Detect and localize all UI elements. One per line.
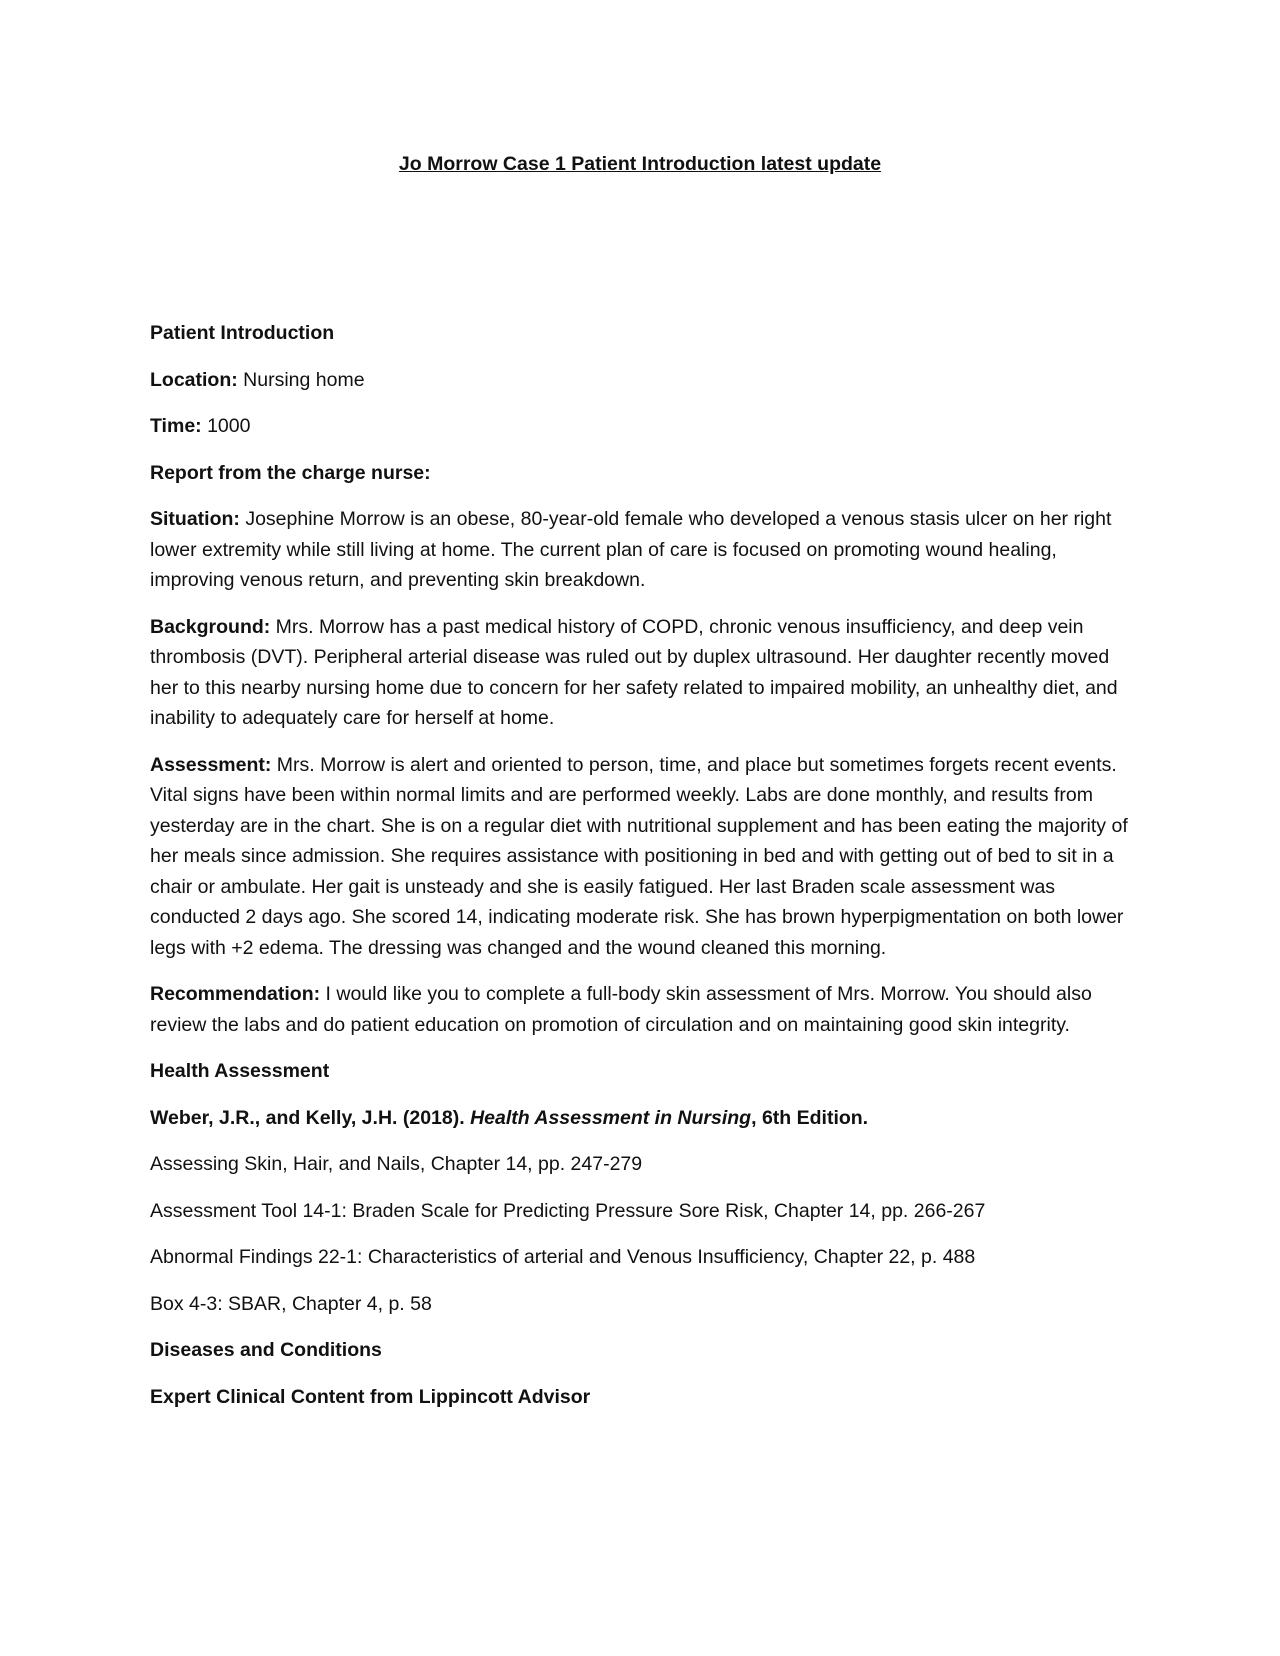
location-value: Nursing home	[237, 368, 365, 391]
reference-item: Box 4-3: SBAR, Chapter 4, p. 58	[150, 1292, 432, 1315]
location-label: Location:	[150, 368, 238, 391]
recommendation-label: Recommendation:	[150, 983, 321, 1005]
location-line	[150, 365, 1130, 396]
time-value: 1000	[201, 415, 251, 437]
reference-item: Assessing Skin, Hair, and Nails, Chapter 14, pp. 247-279	[150, 1153, 643, 1175]
background-label: Background:	[150, 615, 271, 638]
reference-book-title: Health Assessment in Nursing	[470, 1106, 752, 1129]
situation-text: Josephine Morrow is an obese, 80-year-old female who developed a venous stasis ulcer on her right lower extremity while still living at home. The current plan of care is focused on promoting wound healing, improving venous return, and preventing skin breakdown.	[150, 508, 1112, 591]
recommendation-text: I would like you to complete a full-body skin assessment of Mrs. Morrow. You should also review the labs and do patient education on promotion of circulation and on maintaining good skin integrity.	[150, 983, 1092, 1036]
recommendation-paragraph	[150, 979, 1130, 1040]
situation-paragraph	[150, 504, 1130, 596]
time-line	[150, 411, 1130, 442]
report-heading: Report from the charge nurse:	[150, 461, 431, 484]
reference-citation	[150, 1103, 1130, 1134]
document-page	[150, 0, 1130, 1656]
reference-item: Abnormal Findings 22-1: Characteristics of arterial and Venous Insufficiency, Chapter 22, p. 488	[150, 1246, 976, 1268]
time-label: Time:	[150, 415, 202, 437]
document-title: Jo Morrow Case 1 Patient Introduction latest update	[398, 153, 882, 175]
reference-authors: Weber, J.R., and Kelly, J.H. (2018).	[150, 1106, 471, 1129]
assessment-paragraph	[150, 750, 1130, 964]
reference-edition: , 6th Edition.	[751, 1106, 869, 1129]
health-assessment-heading: Health Assessment	[150, 1060, 330, 1082]
background-text: Mrs. Morrow has a past medical history of COPD, chronic venous insufficiency, and deep vein thrombosis (DVT). Peripheral arterial disease was ruled out by duplex ultrasound. Her daughter recently moved her to this nearby nursing home due to concern for her safety related to impaired mobility, an unhealthy diet, and inability to adequately care for herself at home.	[150, 615, 1118, 729]
diseases-heading: Diseases and Conditions	[150, 1339, 382, 1361]
reference-item: Assessment Tool 14-1: Braden Scale for Predicting Pressure Sore Risk, Chapter 14, pp. 266-267	[150, 1199, 986, 1222]
background-paragraph	[150, 612, 1130, 734]
assessment-label: Assessment:	[150, 753, 272, 776]
patient-introduction-heading: Patient Introduction	[150, 322, 335, 344]
assessment-text: Mrs. Morrow is alert and oriented to person, time, and place but sometimes forgets recent events. Vital signs have been within normal limits and are performed weekly. Labs are done monthly, and results from yesterday are in the chart. She is on a regular diet with nutritional supplement and has been eating the majority of her meals since admission. She requires assistance with positioning in bed and with getting out of bed to sit in a chair or ambulate. Her gait is unsteady and she is easily fatigued. Her last Braden scale assessment was conducted 2 days ago. She scored 14, indicating moderate risk. She has brown hyperpigmentation on both lower legs with +2 edema. The dressing was changed and the wound cleaned this morning.	[150, 753, 1128, 959]
document-body	[150, 318, 1130, 1428]
expert-content-heading: Expert Clinical Content from Lippincott Advisor	[150, 1385, 591, 1408]
situation-label: Situation:	[150, 508, 240, 530]
